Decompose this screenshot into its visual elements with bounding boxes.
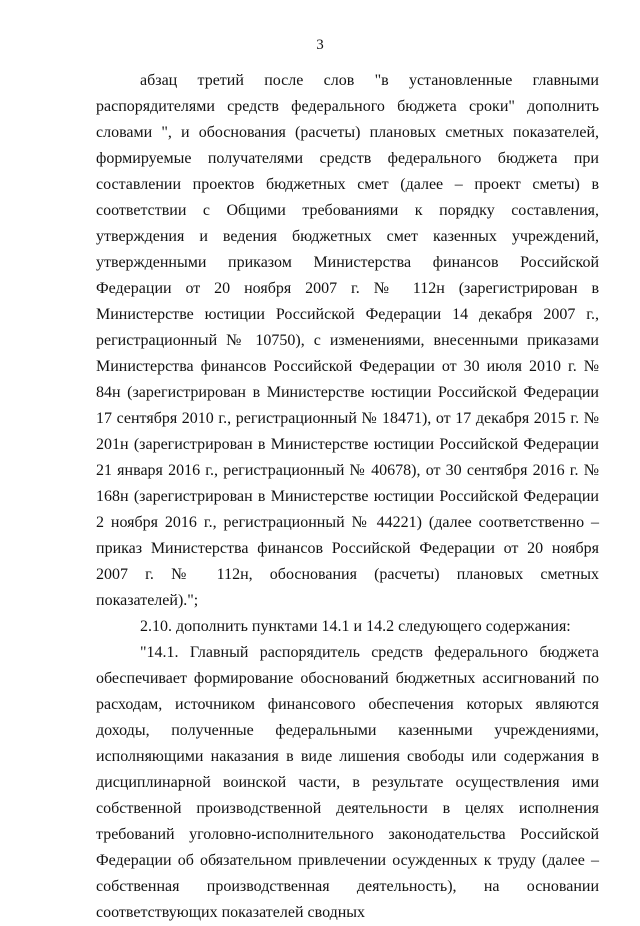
page-number: 3 [316, 37, 324, 53]
document-body [96, 68, 599, 926]
paragraph-item-2-10: 2.10. дополнить пунктами 14.1 и 14.2 следующего содержания: [140, 618, 571, 635]
paragraph-amendment-text: абзац третий после слов "в установленные главными распорядителями средств федерального бюджета сроки" дополнить словами ", и обоснования (расчеты) плановых сметных показателей, формируемые получателями средств федерального бюджета при составлении проектов бюджетных смет (далее – проект сметы) в соответствии с Общими требованиями к порядку составления, утверждения и ведения бюджетных смет казенных учреждений, утвержденными приказом Министерства финансов Российской Федерации от 20 ноября 2007 г. № 112н (зарегистрирован в Министерстве юстиции Российской Федерации 14 декабря 2007 г., регистрационный № 10750), с изменениями, внесенными приказами Министерства финансов Российской Федерации от 30 июля 2010 г. № 84н (зарегистрирован в Министерстве юстиции Российской Федерации 17 сентября 2010 г., регистрационный № 18471), от 17 декабря 2015 г. № 201н (зарегистрирован в Министерстве юстиции Российской Федерации 21 января 2016 г., регистрационный № 40678), от 30 сентября 2016 г. № 168н (зарегистрирован в Министерстве юстиции Российской Федерации 2 ноября 2016 г., регистрационный № 44221) (далее соответственно – приказ Министерства финансов Российской Федерации от 20 ноября 2007 г. № 112н, обоснования (расчеты) плановых сметных показателей)."; [96, 72, 599, 609]
paragraph-item-14-1: "14.1. Главный распорядитель средств федерального бюджета обеспечивает формирование обоснований бюджетных ассигнований по расходам, источником финансового обеспечения которых являются доходы, полученные федеральными казенными учреждениями, исполняющими наказания в виде лишения свободы или содержания в дисциплинарной воинской части, в результате осуществления ими собственной производственной деятельности в целях исполнения требований уголовно-исполнительного законодательства Российской Федерации об обязательном привлечении осужденных к труду (далее – собственная производственная деятельность), на основании соответствующих показателей сводных [96, 644, 599, 921]
